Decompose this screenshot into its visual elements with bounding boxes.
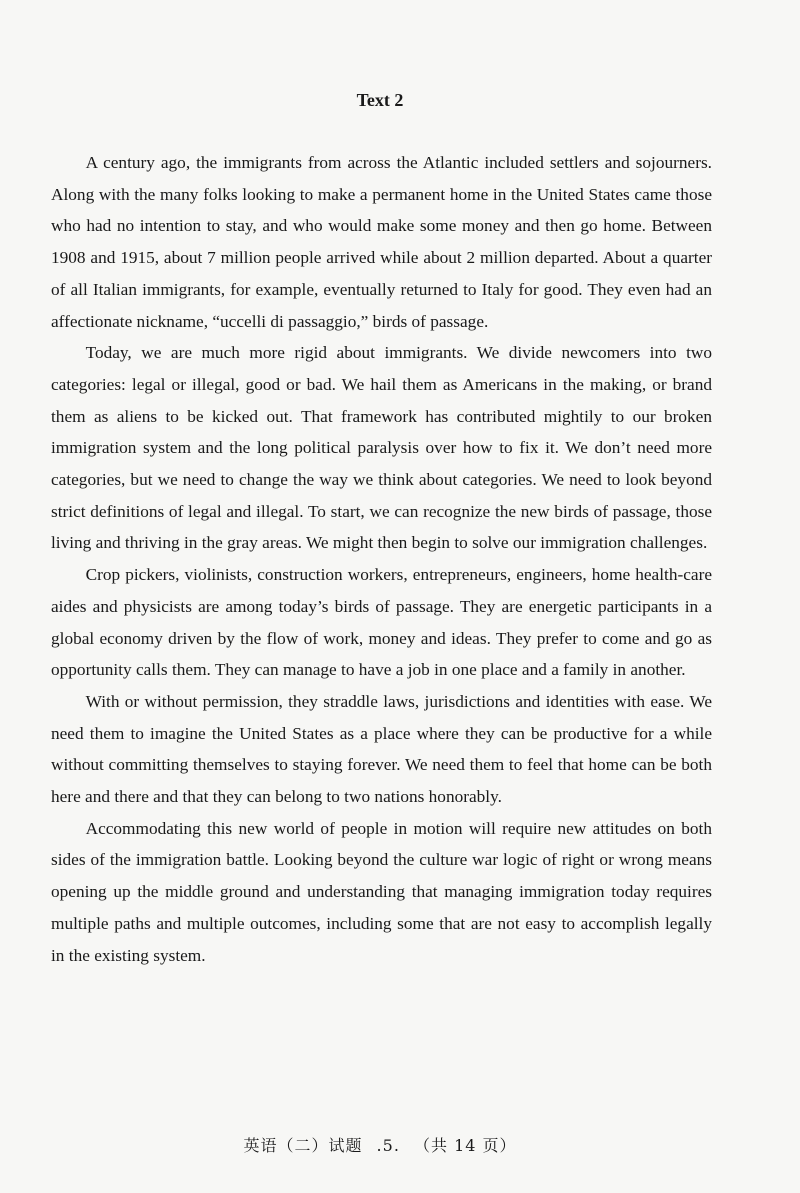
paragraph-5: Accommodating this new world of people in motion will require new attitudes on both sides of the immigration battle. Looking beyond the culture war logic of right or wrong means opening up the middle ground and understanding that managing immigration today requires multiple paths and multiple outcomes, including some that are not easy to accomplish legally in the existing system.	[51, 818, 712, 965]
paragraph-1: A century ago, the immigrants from across the Atlantic included settlers and sojourners. Along with the many folks looking to make a permanent home in the United States came those who had no intention to stay, and who would make some money and then go home. Between 1908 and 1915, about 7 million people arrived while about 2 million departed. About a quarter of all Italian immigrants, for example, eventually returned to Italy for good. They even had an affectionate nickname, “uccelli di passaggio,” birds of passage.	[51, 153, 712, 331]
footer-subject: 英语（二）试题	[243, 1136, 363, 1155]
paragraph-3: Crop pickers, violinists, construction workers, entrepreneurs, engineers, home health-care aides and physicists are among today’s birds of passage. They are energetic participants in a global economy driven by the flow of work, money and ideas. They prefer to come and go as opportunity calls them. They can manage to have a job in one place and a family in another.	[51, 565, 712, 680]
paragraph-2: Today, we are much more rigid about immigrants. We divide newcomers into two categories: legal or illegal, good or bad. We hail them as Americans in the making, or brand them as aliens to be kicked out. That framework has contributed mightily to our broken immigration system and the long political paralysis over how to fix it. We don’t need more categories, but we need to change the way we think about categories. We need to look beyond strict definitions of legal and illegal. To start, we can recognize the new birds of passage, those living and thriving in the gray areas. We might then begin to solve our immigration challenges.	[51, 343, 712, 553]
passage-body	[51, 147, 712, 971]
text-title: Text 2	[356, 90, 404, 110]
footer-total-pages: （共 14 页）	[414, 1136, 517, 1155]
paragraph-4: With or without permission, they straddle laws, jurisdictions and identities with ease. We need them to imagine the United States as a place where they can be productive for a while without committing themselves to staying forever. We need them to feel that home can be both here and there and that they can belong to two nations honorably.	[51, 691, 712, 807]
page-footer	[0, 1133, 760, 1156]
footer-page-number: .5.	[376, 1136, 400, 1155]
